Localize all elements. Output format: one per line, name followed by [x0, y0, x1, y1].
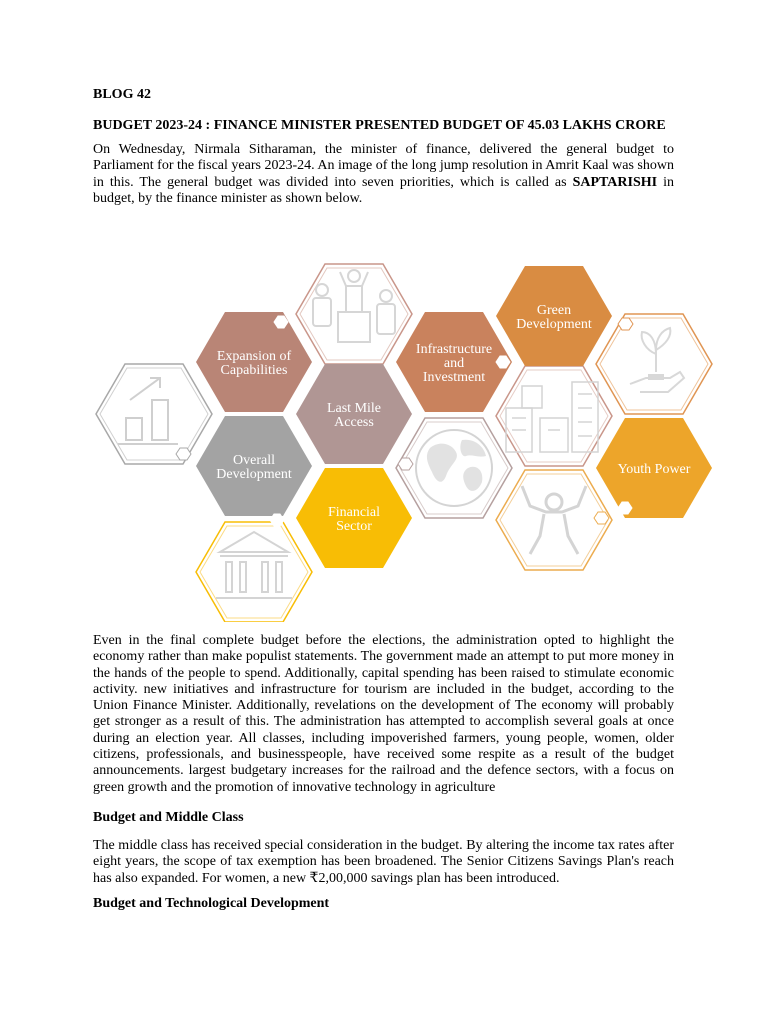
priority-hexagon-expansion [196, 312, 312, 412]
technology-heading: Budget and Technological Development [93, 896, 330, 911]
priority-label: Expansion of [216, 349, 292, 364]
growth-chart-hexagon [96, 364, 212, 464]
priority-label: Development [516, 317, 592, 332]
priority-label: Green [536, 303, 572, 318]
priority-label: Last Mile [326, 401, 382, 416]
people-podium-hexagon [296, 264, 412, 364]
priority-label: Sector [336, 519, 372, 534]
saptarishi-term: SAPTARISHI [572, 174, 658, 190]
section-overview [93, 633, 674, 796]
priority-label: Infrastructure [415, 342, 493, 357]
priority-label: Youth Power [617, 462, 691, 477]
saptarishi-hexagon-diagram [90, 262, 718, 622]
priority-label: Overall [233, 453, 275, 468]
priority-hexagon-green [496, 266, 612, 366]
plant-hand-hexagon [596, 314, 712, 414]
priority-label: Financial [327, 505, 381, 520]
priority-hexagon-financial [296, 468, 412, 568]
priority-hexagon-infra [396, 312, 512, 412]
priority-hexagon-overall [196, 416, 312, 516]
middle-class-heading: Budget and Middle Class [93, 810, 244, 825]
overview-paragraph: Even in the final complete budget before the elections, the administration opted to highlight the economy rather than make populist statements. The government made an attempt to put more money in the hands of the people to spend. Additionally, capital spending has been raised to stimulate economic activity. new initiatives and infrastructure for tourism are included in the budget, according to the Union Finance Minister. Additionally, revelations on the development of The economy will probably get stronger as a result of this. The administration has attempted to accomplish several goals at once during an election year. All classes, including impoverished farmers, young people, women, older citizens, professionals, and businesspeople, have received some respite as a result of the budget announcements. largest budgetary increases for the railroad and the defence sectors, with a focus on green growth and the promotion of innovative technology in agriculture [93, 633, 674, 795]
buildings-hexagon [496, 366, 612, 466]
blog-title: BUDGET 2023-24 : FINANCE MINISTER PRESENTED BUDGET OF 45.03 LAKHS CRORE [93, 118, 666, 133]
blog-number: BLOG 42 [93, 87, 151, 102]
weightlifter-hexagon [496, 470, 612, 570]
priority-hexagon-youth [596, 418, 712, 518]
blog-header [93, 86, 674, 207]
intro-paragraph [93, 142, 674, 207]
middle-class-paragraph: The middle class has received special consideration in the budget. By altering the income tax rates after eight years, the scope of tax exemption has been broadened. The Senior Citizens Savings Plan's reach has also expanded. For women, a new ₹2,00,000 savings plan has been introduced. [93, 838, 674, 886]
globe-hexagon [396, 418, 512, 518]
priority-label: Access [334, 415, 374, 430]
bank-hexagon [196, 522, 312, 622]
priority-hexagon-lastmile [296, 364, 412, 464]
priority-label: and [443, 356, 465, 371]
priority-label: Investment [422, 370, 486, 385]
section-middle-class [93, 809, 674, 887]
priority-label: Development [216, 467, 292, 482]
section-technology [93, 895, 674, 913]
intro-text-2: in budget, by the finance minister as shown below. [93, 174, 675, 206]
intro-text-1: On Wednesday, Nirmala Sitharaman, the minister of finance, delivered the general budget to Parliament for the fiscal years 2023-24. An image of the long jump resolution in Amrit Kaal was shown in this. The general budget was divided into seven priorities, which is called as [93, 142, 674, 190]
priority-label: Capabilities [220, 363, 288, 378]
